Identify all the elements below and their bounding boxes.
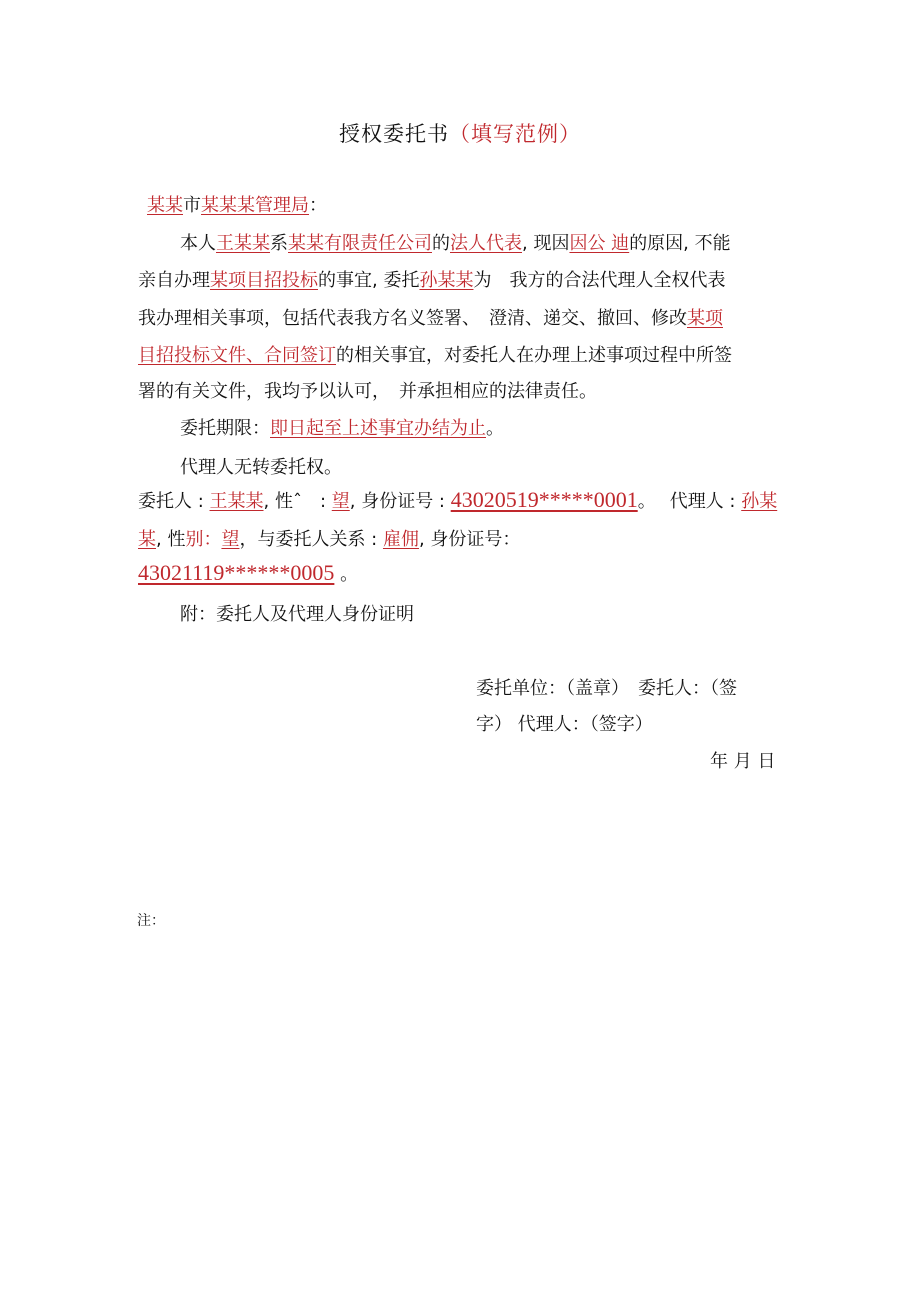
principal-gender: 望 [331,491,350,512]
agent-id-number: 43021119******0005 [138,560,335,585]
principal-role: 法人代表 [450,233,522,254]
agent-name: 孙某某 [419,270,474,291]
principal-name: 王某某 [216,233,270,254]
text: ，与委托人关系 : [239,529,383,550]
text: 亲自办理 [138,270,210,291]
body-line-4 [138,341,732,367]
agent-info-name-part-1: 孙某 [741,491,778,512]
text: , 身份证号： [418,529,521,550]
matter: 某项目招投标 [210,270,318,291]
text: 署的有关文件，我均予以认可， 并承担相应的法律责任。 [138,381,597,402]
term-line [180,414,504,440]
body-line-1 [180,229,731,255]
company-name: 某某有限责任公司 [288,233,432,254]
text: , 性 [156,529,186,550]
text: 我办理相关事项，包括代表我方名义签署、 澄清、递交、撤回、修改 [138,308,687,329]
title-note: （填写范例） [449,122,581,146]
text: 为 我方的合法代理人全权代表 [473,270,726,291]
text: 别： [185,529,222,550]
text: 的原因, 不能 [629,233,731,254]
agent-gender: 望 [221,529,240,550]
body-line-2 [138,266,725,292]
agent-info-line [138,525,520,551]
addressee-city: 某某 [147,195,183,216]
text: 委托人 : [138,491,210,512]
attachment-line: 附：委托人及代理人身份证明 [180,604,414,625]
text: 。 [637,491,656,512]
term-label: 委托期限： [180,418,270,439]
date-line: 年 月 日 [710,751,776,772]
text: , 身份证号 : [349,491,451,512]
addressee-city-suffix: 市 [183,195,201,216]
principal-info-line [138,487,777,513]
text: 的 [432,233,450,254]
principal-id-number: 43020519*****0001 [450,487,638,512]
salutation-colon: ： [309,195,327,216]
principal-info-name: 王某某 [209,491,264,512]
text: 代理人 : [669,491,742,512]
text: 。 [486,418,504,439]
signature-line-2: 字） 代理人：（签字） [476,714,653,735]
signature-line-1: 委托单位：（盖章） 委托人：（签 [476,678,737,699]
text: 。 [334,564,359,585]
agent-info-name-part-2: 某 [138,529,156,550]
documents-part-1: 某项 [687,308,723,329]
body-line-3 [138,304,723,330]
agent-id-line [138,560,358,586]
title-main: 授权委托书 [339,122,449,146]
salutation [147,191,327,217]
addressee-bureau: 某某某管理局 [201,195,309,216]
reason: 因公 迪 [569,233,630,254]
no-transfer-line: 代理人无转委托权。 [180,457,342,478]
text: , 现因 [522,233,570,254]
agent-relation: 雇佣 [382,529,419,550]
term-value: 即日起至上述事宜办结为止 [270,418,486,439]
text: 系 [270,233,288,254]
body-line-5 [138,377,597,403]
text: , 性ˆ : [263,491,332,512]
text: 的事宜, 委托 [318,270,420,291]
text: 本人 [180,233,216,254]
text: 的相关事宜，对委托人在办理上述事项过程中所签 [336,345,732,366]
document-title [0,118,920,148]
documents-part-2: 目招投标文件、合同签订 [138,345,336,366]
note-label: 注： [137,913,165,929]
